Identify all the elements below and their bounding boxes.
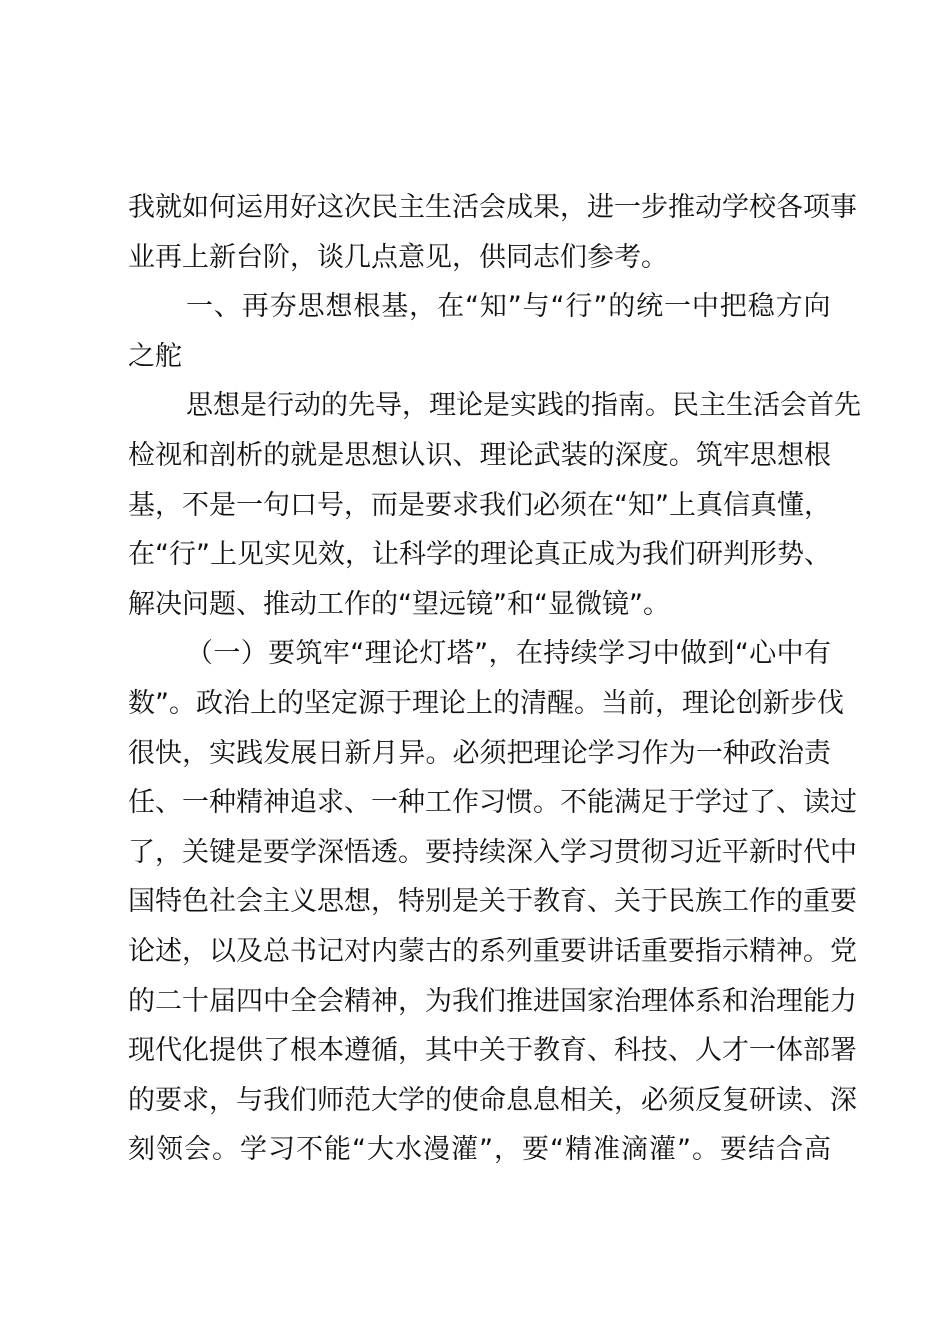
paragraph-line: 基，不是一句口号，而是要求我们必须在“知”上真信真懂， bbox=[128, 489, 831, 521]
paragraph-line: 刻领会。学习不能“大水漫灌”，要“精准滴灌”。要结合高 bbox=[128, 1134, 831, 1166]
paragraph-line: 解决问题、推动工作的“望远镜”和“显微镜”。 bbox=[128, 588, 670, 620]
paragraph-line: 的要求，与我们师范大学的使命息息相关，必须反复研读、深 bbox=[128, 1084, 857, 1116]
subsection-line: （一）要筑牢“理论灯塔”，在持续学习中做到“心中有 bbox=[186, 638, 831, 670]
section-heading-line: 之舵 bbox=[128, 340, 182, 372]
paragraph-line: 检视和剖析的就是思想认识、理论武装的深度。筑牢思想根 bbox=[128, 439, 831, 471]
paragraph-line: 在“行”上见实见效，让科学的理论真正成为我们研判形势、 bbox=[128, 539, 831, 571]
paragraph-line: 思想是行动的先导，理论是实践的指南。民主生活会首先 bbox=[186, 390, 861, 422]
paragraph-line: 任、一种精神追求、一种工作习惯。不能满足于学过了、读过 bbox=[128, 787, 857, 819]
paragraph-line: 了，关键是要学深悟透。要持续深入学习贯彻习近平新时代中 bbox=[128, 836, 857, 868]
section-heading-line: 一、再夯思想根基，在“知”与“行”的统一中把稳方向 bbox=[186, 291, 831, 323]
paragraph-line: 业再上新台阶，谈几点意见，供同志们参考。 bbox=[128, 241, 668, 273]
paragraph-line: 现代化提供了根本遵循，其中关于教育、科技、人才一体部署 bbox=[128, 1035, 857, 1067]
paragraph-line: 数”。政治上的坚定源于理论上的清醒。当前，理论创新步伐 bbox=[128, 687, 844, 719]
paragraph-line: 的二十届四中全会精神，为我们推进国家治理体系和治理能力 bbox=[128, 985, 857, 1017]
document-body bbox=[128, 183, 861, 1175]
paragraph-line: 我就如何运用好这次民主生活会成果，进一步推动学校各项事 bbox=[128, 192, 857, 223]
paragraph-line: 很快，实践发展日新月异。必须把理论学习作为一种政治责 bbox=[128, 737, 831, 769]
paragraph-line: 论述，以及总书记对内蒙古的系列重要讲话重要指示精神。党 bbox=[128, 935, 857, 967]
paragraph-line: 国特色社会主义思想，特别是关于教育、关于民族工作的重要 bbox=[128, 886, 857, 918]
